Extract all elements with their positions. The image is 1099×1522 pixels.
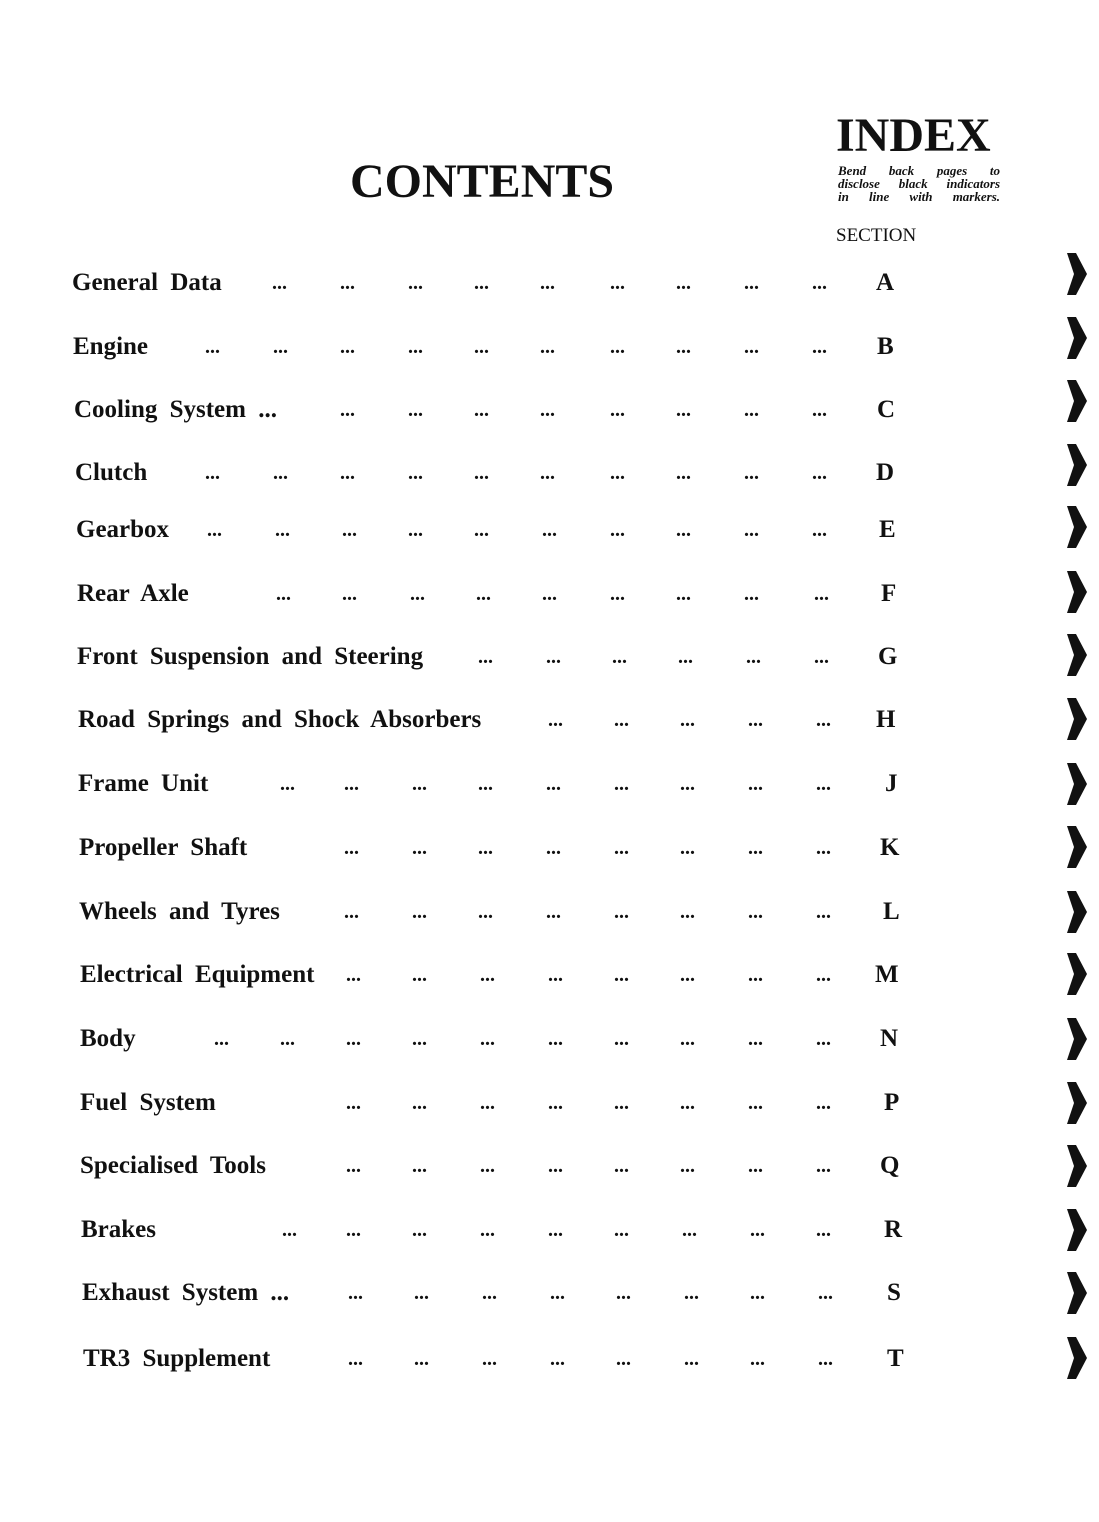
leader-dots: ...: [346, 1028, 361, 1050]
leader-dots: ...: [748, 1092, 763, 1114]
leader-dots: ...: [812, 519, 827, 541]
thumb-index-marker-icon: [1066, 633, 1088, 677]
contents-entry: [0, 955, 1099, 995]
entry-name: Brakes: [81, 1216, 156, 1243]
leader-dots: ...: [275, 519, 290, 541]
leader-dots: ...: [474, 462, 489, 484]
leader-dots: ...: [412, 964, 427, 986]
leader-dots: ...: [678, 646, 693, 668]
section-letter: Q: [880, 1152, 900, 1179]
leader-dots: ...: [546, 773, 561, 795]
leader-dots: ...: [340, 399, 355, 421]
leader-dots: ...: [540, 399, 555, 421]
leader-dots: ...: [684, 1348, 699, 1370]
leader-dots: ...: [814, 583, 829, 605]
leader-dots: ...: [616, 1282, 631, 1304]
contents-entry: [0, 263, 1099, 303]
leader-dots: ...: [476, 583, 491, 605]
thumb-index-marker-icon: [1066, 316, 1088, 360]
entry-name: Body: [80, 1025, 136, 1052]
thumb-index-marker-icon: [1066, 1144, 1088, 1188]
leader-dots: ...: [610, 519, 625, 541]
leader-dots: ...: [818, 1348, 833, 1370]
contents-entry: [0, 327, 1099, 367]
contents-entry: [0, 637, 1099, 677]
leader-dots: ...: [818, 1282, 833, 1304]
leader-dots: ...: [748, 773, 763, 795]
index-instructions-line: disclose black indicators: [838, 176, 1000, 191]
thumb-index-marker-icon: [1066, 697, 1088, 741]
contents-entry: [0, 1273, 1099, 1313]
leader-dots: ...: [348, 1348, 363, 1370]
thumb-index-marker-icon: [1066, 505, 1088, 549]
leader-dots: ...: [482, 1282, 497, 1304]
leader-dots: ...: [744, 272, 759, 294]
leader-dots: ...: [280, 1028, 295, 1050]
leader-dots: ...: [412, 1028, 427, 1050]
leader-dots: ...: [412, 1219, 427, 1241]
leader-dots: ...: [610, 272, 625, 294]
leader-dots: ...: [614, 773, 629, 795]
leader-dots: ...: [680, 837, 695, 859]
leader-dots: ...: [550, 1348, 565, 1370]
leader-dots: ...: [480, 1092, 495, 1114]
leader-dots: ...: [680, 901, 695, 923]
leader-dots: ...: [542, 583, 557, 605]
leader-dots: ...: [744, 583, 759, 605]
leader-dots: ...: [478, 901, 493, 923]
leader-dots: ...: [676, 399, 691, 421]
leader-dots: ...: [614, 1092, 629, 1114]
leader-dots: ...: [548, 964, 563, 986]
leader-dots: ...: [812, 399, 827, 421]
thumb-index-marker-icon: [1066, 570, 1088, 614]
leader-dots: ...: [616, 1348, 631, 1370]
contents-entry: [0, 764, 1099, 804]
leader-dots: ...: [414, 1282, 429, 1304]
leader-dots: ...: [614, 837, 629, 859]
leader-dots: ...: [546, 646, 561, 668]
leader-dots: ...: [410, 583, 425, 605]
leader-dots: ...: [816, 1028, 831, 1050]
leader-dots: ...: [273, 336, 288, 358]
leader-dots: ...: [348, 1282, 363, 1304]
leader-dots: ...: [744, 519, 759, 541]
leader-dots: ...: [610, 462, 625, 484]
thumb-index-marker-icon: [1066, 890, 1088, 934]
entry-name: TR3 Supplement: [83, 1345, 271, 1372]
entry-name: Front Suspension and Steering: [77, 643, 424, 670]
leader-dots: ...: [346, 1219, 361, 1241]
thumb-index-marker-icon: [1066, 762, 1088, 806]
leader-dots: ...: [548, 1155, 563, 1177]
leader-dots: ...: [546, 901, 561, 923]
leader-dots: ...: [474, 272, 489, 294]
leader-dots: ...: [478, 646, 493, 668]
section-letter: B: [877, 333, 894, 360]
leader-dots: ...: [414, 1348, 429, 1370]
section-letter: E: [879, 516, 896, 543]
leader-dots: ...: [340, 336, 355, 358]
leader-dots: ...: [344, 837, 359, 859]
leader-dots: ...: [682, 1219, 697, 1241]
leader-dots: ...: [814, 646, 829, 668]
section-letter: N: [880, 1025, 899, 1052]
leader-dots: ...: [478, 837, 493, 859]
entry-name: General Data: [72, 269, 222, 296]
entry-name: Gearbox: [76, 516, 170, 543]
leader-dots: ...: [614, 709, 629, 731]
thumb-index-marker-icon: [1066, 952, 1088, 996]
leader-dots: ...: [480, 1028, 495, 1050]
section-letter: J: [885, 770, 898, 797]
leader-dots: ...: [748, 837, 763, 859]
leader-dots: ...: [474, 399, 489, 421]
leader-dots: ...: [680, 964, 695, 986]
leader-dots: ...: [680, 709, 695, 731]
leader-dots: ...: [614, 964, 629, 986]
leader-dots: ...: [346, 1092, 361, 1114]
section-header: SECTION: [836, 225, 917, 246]
section-letter: G: [878, 643, 898, 670]
contents-entry: [0, 892, 1099, 932]
contents-entry: [0, 1019, 1099, 1059]
leader-dots: ...: [412, 1155, 427, 1177]
leader-dots: ...: [482, 1348, 497, 1370]
section-letter: P: [884, 1089, 900, 1116]
leader-dots: ...: [676, 336, 691, 358]
leader-dots: ...: [214, 1028, 229, 1050]
section-letter: D: [876, 459, 895, 486]
section-letter: H: [876, 706, 896, 733]
leader-dots: ...: [540, 336, 555, 358]
leader-dots: ...: [748, 709, 763, 731]
leader-dots: ...: [346, 1155, 361, 1177]
leader-dots: ...: [272, 272, 287, 294]
leader-dots: ...: [614, 1219, 629, 1241]
leader-dots: ...: [680, 1092, 695, 1114]
leader-dots: ...: [550, 1282, 565, 1304]
leader-dots: ...: [480, 1155, 495, 1177]
contents-entry: [0, 574, 1099, 614]
leader-dots: ...: [346, 964, 361, 986]
entry-name: Frame Unit: [78, 770, 209, 797]
leader-dots: ...: [744, 399, 759, 421]
thumb-index-marker-icon: [1066, 379, 1088, 423]
leader-dots: ...: [816, 964, 831, 986]
leader-dots: ...: [748, 901, 763, 923]
leader-dots: ...: [816, 1155, 831, 1177]
entry-name: Cooling System ...: [74, 396, 277, 423]
leader-dots: ...: [816, 773, 831, 795]
leader-dots: ...: [408, 462, 423, 484]
leader-dots: ...: [342, 519, 357, 541]
leader-dots: ...: [548, 1219, 563, 1241]
entry-name: Propeller Shaft: [79, 834, 248, 861]
leader-dots: ...: [676, 583, 691, 605]
thumb-index-marker-icon: [1066, 1336, 1088, 1380]
leader-dots: ...: [610, 336, 625, 358]
index-instructions-line: in line with markers.: [838, 189, 1000, 204]
leader-dots: ...: [816, 837, 831, 859]
entry-name: Road Springs and Shock Absorbers: [78, 706, 482, 733]
contents-entry: [0, 828, 1099, 868]
index-title: INDEX: [836, 109, 991, 162]
contents-title: CONTENTS: [350, 155, 615, 208]
leader-dots: ...: [546, 837, 561, 859]
leader-dots: ...: [812, 272, 827, 294]
leader-dots: ...: [610, 399, 625, 421]
leader-dots: ...: [816, 1219, 831, 1241]
leader-dots: ...: [676, 462, 691, 484]
leader-dots: ...: [680, 1028, 695, 1050]
leader-dots: ...: [474, 519, 489, 541]
entry-name: Rear Axle: [77, 580, 189, 607]
leader-dots: ...: [540, 462, 555, 484]
section-letter: S: [887, 1279, 901, 1306]
contents-entry: [0, 453, 1099, 493]
leader-dots: ...: [548, 1028, 563, 1050]
entry-name: Specialised Tools: [80, 1152, 266, 1179]
contents-entry: [0, 1339, 1099, 1379]
contents-entry: [0, 1146, 1099, 1186]
leader-dots: ...: [408, 399, 423, 421]
leader-dots: ...: [412, 901, 427, 923]
leader-dots: ...: [812, 462, 827, 484]
leader-dots: ...: [344, 773, 359, 795]
leader-dots: ...: [614, 1028, 629, 1050]
leader-dots: ...: [816, 901, 831, 923]
leader-dots: ...: [273, 462, 288, 484]
leader-dots: ...: [748, 1028, 763, 1050]
leader-dots: ...: [750, 1348, 765, 1370]
section-letter: A: [876, 269, 895, 296]
leader-dots: ...: [540, 272, 555, 294]
thumb-index-marker-icon: [1066, 443, 1088, 487]
contents-entry: [0, 700, 1099, 740]
leader-dots: ...: [750, 1219, 765, 1241]
leader-dots: ...: [412, 773, 427, 795]
section-letter: C: [877, 396, 896, 423]
leader-dots: ...: [207, 519, 222, 541]
entry-name: Electrical Equipment: [80, 961, 315, 988]
thumb-index-marker-icon: [1066, 1017, 1088, 1061]
leader-dots: ...: [614, 901, 629, 923]
thumb-index-marker-icon: [1066, 252, 1088, 296]
leader-dots: ...: [408, 336, 423, 358]
section-letter: K: [880, 834, 900, 861]
leader-dots: ...: [816, 709, 831, 731]
leader-dots: ...: [748, 1155, 763, 1177]
leader-dots: ...: [340, 272, 355, 294]
entry-name: Exhaust System ...: [82, 1279, 290, 1306]
section-letter: M: [875, 961, 899, 988]
leader-dots: ...: [480, 1219, 495, 1241]
leader-dots: ...: [816, 1092, 831, 1114]
leader-dots: ...: [276, 583, 291, 605]
section-letter: L: [883, 898, 900, 925]
leader-dots: ...: [408, 272, 423, 294]
leader-dots: ...: [340, 462, 355, 484]
leader-dots: ...: [744, 462, 759, 484]
leader-dots: ...: [746, 646, 761, 668]
leader-dots: ...: [282, 1219, 297, 1241]
leader-dots: ...: [676, 519, 691, 541]
leader-dots: ...: [744, 336, 759, 358]
entry-name: Engine: [73, 333, 149, 360]
leader-dots: ...: [474, 336, 489, 358]
leader-dots: ...: [676, 272, 691, 294]
leader-dots: ...: [750, 1282, 765, 1304]
leader-dots: ...: [280, 773, 295, 795]
leader-dots: ...: [748, 964, 763, 986]
leader-dots: ...: [680, 1155, 695, 1177]
leader-dots: ...: [680, 773, 695, 795]
leader-dots: ...: [542, 519, 557, 541]
entry-name: Fuel System: [80, 1089, 216, 1116]
thumb-index-marker-icon: [1066, 825, 1088, 869]
section-letter: R: [884, 1216, 903, 1243]
index-instructions-line: Bend back pages to: [838, 163, 1000, 178]
contents-entry: [0, 1210, 1099, 1250]
leader-dots: ...: [610, 583, 625, 605]
leader-dots: ...: [480, 964, 495, 986]
leader-dots: ...: [408, 519, 423, 541]
leader-dots: ...: [548, 1092, 563, 1114]
entry-name: Clutch: [75, 459, 148, 486]
entry-name: Wheels and Tyres: [79, 898, 280, 925]
leader-dots: ...: [205, 462, 220, 484]
thumb-index-marker-icon: [1066, 1081, 1088, 1125]
leader-dots: ...: [478, 773, 493, 795]
thumb-index-marker-icon: [1066, 1208, 1088, 1252]
leader-dots: ...: [205, 336, 220, 358]
section-letter: F: [881, 580, 897, 607]
leader-dots: ...: [612, 646, 627, 668]
contents-entry: [0, 1083, 1099, 1123]
leader-dots: ...: [412, 837, 427, 859]
leader-dots: ...: [548, 709, 563, 731]
leader-dots: ...: [412, 1092, 427, 1114]
contents-entry: [0, 390, 1099, 430]
leader-dots: ...: [614, 1155, 629, 1177]
section-letter: T: [887, 1345, 904, 1372]
leader-dots: ...: [342, 583, 357, 605]
leader-dots: ...: [344, 901, 359, 923]
leader-dots: ...: [812, 336, 827, 358]
thumb-index-marker-icon: [1066, 1271, 1088, 1315]
contents-entry: [0, 510, 1099, 550]
leader-dots: ...: [684, 1282, 699, 1304]
